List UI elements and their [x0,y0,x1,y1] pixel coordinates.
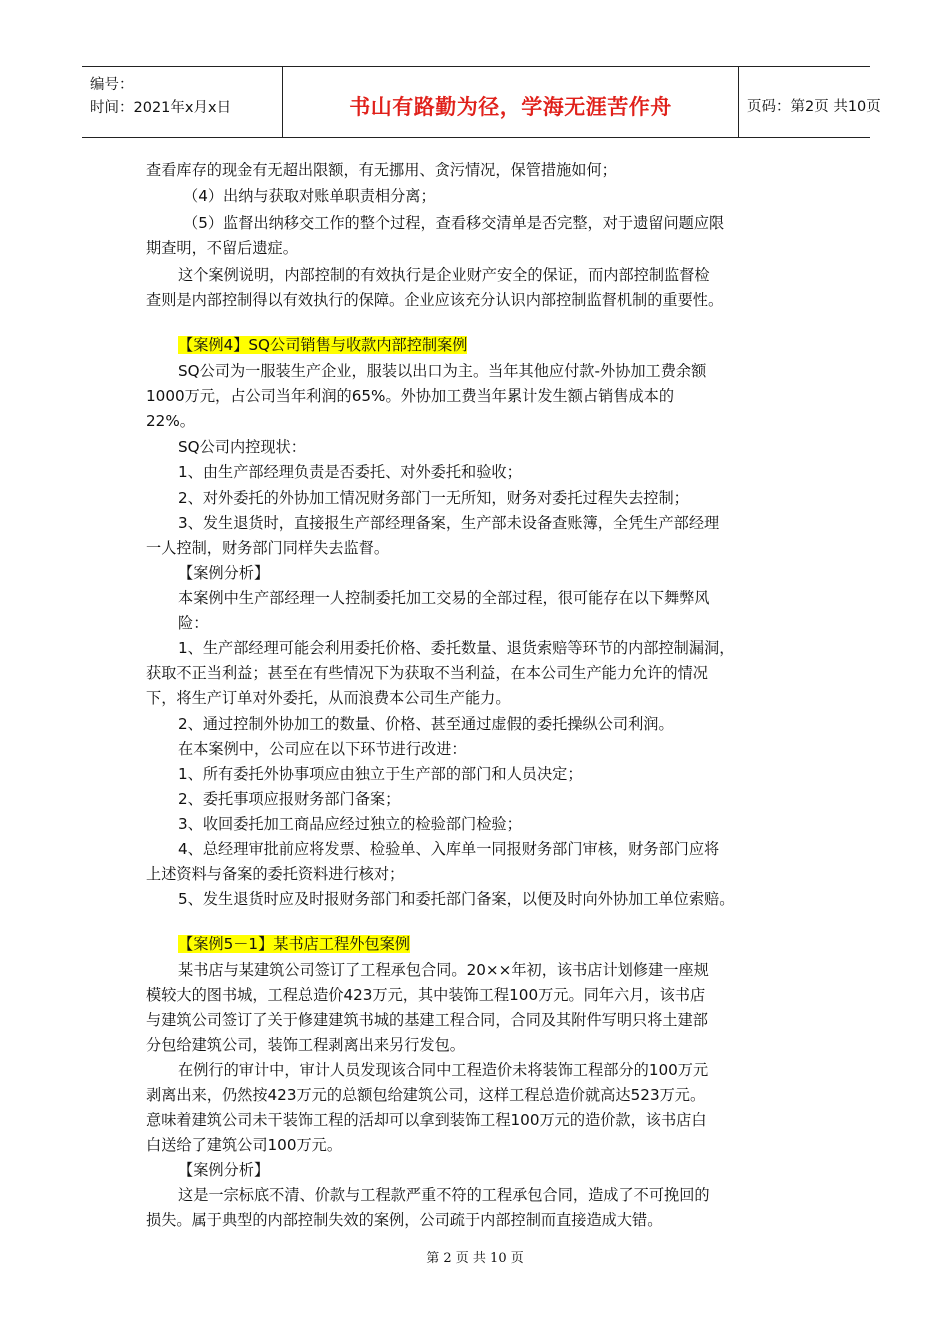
text-line: 4、总经理审批前应将发票、检验单、入库单一同报财务部门审核，财务部门应将 [178,840,720,858]
text-line: 损失。属于典型的内部控制失效的案例，公司疏于内部控制而直接造成大错。 [146,1211,663,1229]
text-line: （4）出纳与获取对账单职责相分离； [183,187,436,205]
text-line: （5）监督出纳移交工作的整个过程，查看移交清单是否完整，对于遗留问题应限 [183,214,725,232]
case-heading-text: 【案例5－1】某书店工程外包案例 [178,935,410,953]
text-line: 2、对外委托的外协加工情况财务部门一无所知，财务对委托过程失去控制； [178,489,689,507]
header-page-cell [739,67,881,137]
text-line: 2、委托事项应报财务部门备案； [178,790,401,808]
text-line: 获取不正当利益；甚至在有些情况下为获取不当利益，在本公司生产能力允许的情况 [146,664,708,682]
text-line: 1、所有委托外协事项应由独立于生产部的部门和人员决定； [178,765,583,783]
text-line: 上述资料与备案的委托资料进行核对； [146,865,405,883]
page-info: 页码：第2页 共10页 [747,99,881,115]
page-header [82,66,881,138]
header-meta [82,67,282,137]
text-line: 【案例分析】 [178,564,270,582]
text-line: 与建筑公司签订了关于修建建筑书城的基建工程合同，合同及其附件写明只将土建部 [146,1011,708,1029]
text-line: 这是一宗标底不清、价款与工程款严重不符的工程承包合同，造成了不可挽回的 [178,1186,710,1204]
text-line: 在本案例中，公司应在以下环节进行改进： [178,740,467,758]
text-line: 1000万元，占公司当年利润的65%。外协加工费当年累计发生额占销售成本的 [146,387,675,405]
case-heading [178,934,410,954]
motto: 书山有路勤为径，学海无涯苦作舟 [349,95,672,119]
text-line: 在例行的审计中，审计人员发现该合同中工程造价未将装饰工程部分的100万元 [178,1061,709,1079]
text-line: 意味着建筑公司未干装饰工程的活却可以拿到装饰工程100万元的造价款，该书店白 [146,1111,707,1129]
case-heading [178,335,467,355]
text-line: 5、发生退货时应及时报财务部门和委托部门备案，以便及时向外协加工单位索赔。 [178,890,735,908]
text-line: 剥离出来，仍然按423万元的总额包给建筑公司，这样工程总造价就高达523万元。 [146,1086,706,1104]
text-line: 查则是内部控制得以有效执行的保障。企业应该充分认识内部控制监督机制的重要性。 [146,291,724,309]
text-line: 3、发生退货时，直接报生产部经理备案，生产部未设备查账簿，全凭生产部经理 [178,514,720,532]
text-line: 白送给了建筑公司100万元。 [146,1136,343,1154]
text-line: 一人控制，财务部门同样失去监督。 [146,539,389,557]
text-line: 1、生产部经理可能会利用委托价格、委托数量、退货索赔等环节的内部控制漏洞， [178,639,735,657]
text-line: 22%。 [146,412,195,430]
text-line: 险： [178,614,209,632]
text-line: SQ公司为一服装生产企业，服装以出口为主。当年其他应付款-外协加工费余额 [178,362,707,380]
text-line: 某书店与某建筑公司签订了工程承包合同。20××年初，该书店计划修建一座规 [178,961,709,979]
text-line: 下，将生产订单对外委托，从而浪费本公司生产能力。 [146,689,511,707]
text-line: 期查明，不留后遗症。 [146,239,298,257]
text-line: 模较大的图书城，工程总造价423万元，其中装饰工程100万元。同年六月，该书店 [146,986,706,1004]
text-line: 2、通过控制外协加工的数量、价格、甚至通过虚假的委托操纵公司利润。 [178,715,674,733]
text-line: 查看库存的现金有无超出限额，有无挪用、贪污情况，保管措施如何； [146,161,617,179]
text-line: 这个案例说明，内部控制的有效执行是企业财产安全的保证，而内部控制监督检 [178,266,710,284]
case-heading-text: 【案例4】SQ公司销售与收款内部控制案例 [178,336,468,354]
number-label: 编号： [90,77,134,93]
text-line: 分包给建筑公司，装饰工程剥离出来另行发包。 [146,1036,465,1054]
text-line: 本案例中生产部经理一人控制委托加工交易的全部过程，很可能存在以下舞弊风 [178,589,710,607]
page-footer: 第 2 页 共 10 页 [426,1251,524,1266]
header-motto-cell [282,67,739,137]
date-line: 时间：2021年x月x日 [90,100,232,116]
text-line: SQ公司内控现状： [178,438,306,456]
text-line: 3、收回委托加工商品应经过独立的检验部门检验； [178,815,522,833]
text-line: 1、由生产部经理负责是否委托、对外委托和验收； [178,463,522,481]
text-line: 【案例分析】 [178,1161,270,1179]
